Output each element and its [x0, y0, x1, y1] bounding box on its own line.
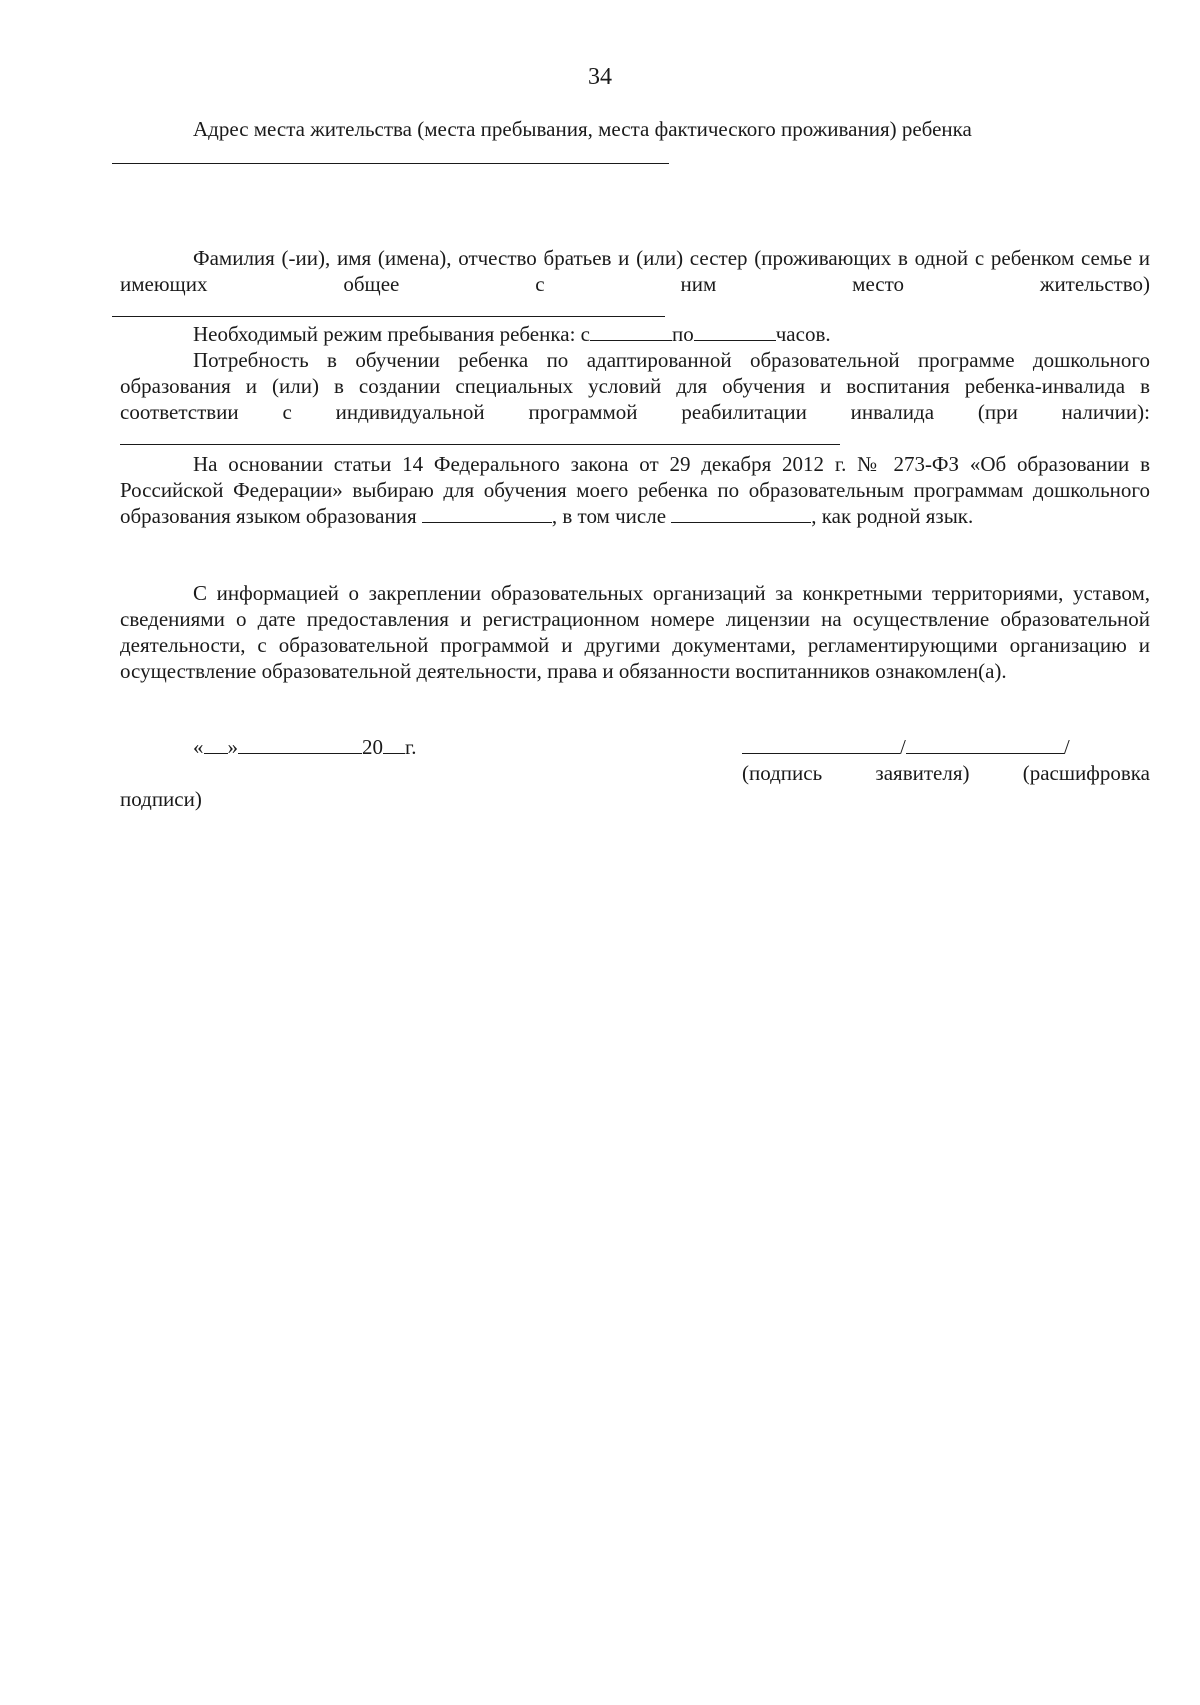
siblings-label: Фамилия (-ии), имя (имена), отчество братьев и (или) сестер (проживающих в одной с ребенком семье и имеющих общее с ним место жительство)	[120, 246, 1150, 296]
date-open-quote: «	[193, 735, 204, 759]
language-text: На основании статьи 14 Федерального закона от 29 декабря 2012 г. № 273-ФЗ «Об образовании в Российской Федерации» выбираю для обучения моего ребенка по образовательным программам дошкольного образования языком образования	[120, 452, 1150, 528]
signature-decoding-field[interactable]	[906, 735, 1064, 754]
signature-caption: (подпись заявителя) (расшифровка	[742, 761, 1150, 785]
language-text-2: , в том числе	[551, 504, 667, 528]
date-year-suffix: г.	[405, 735, 417, 759]
adapted-program-paragraph	[120, 347, 1150, 451]
regime-hours-label: часов.	[775, 322, 831, 346]
adapted-program-text: Потребность в обучении ребенка по адаптированной образовательной программе дошкольного образования и (или) в создании специальных условий для обучения и воспитания ребенка-инвалида в соответствии с индивидуальной программой реабилитации инвалида (при наличии):	[120, 348, 1150, 424]
adapted-program-field[interactable]	[120, 426, 840, 445]
info-paragraph: С информацией о закреплении образовательных организаций за конкретными территориями, уставом, сведениями о дате предоставления и регистрационном номере лицензии на осуществление образовательной деятельности, с образовательной программой и другими документами, регламентирующими организацию и осуществление образовательной деятельности, права и обязанности воспитанников ознакомлен(а).	[120, 581, 1150, 683]
signature-caption-tail: подписи)	[120, 787, 202, 811]
regime-label: Необходимый режим пребывания ребенка: с	[193, 322, 590, 346]
education-language-field[interactable]	[422, 504, 552, 523]
date-day-field[interactable]	[204, 735, 228, 754]
regime-to-field[interactable]	[694, 322, 776, 341]
language-paragraph	[120, 451, 1150, 529]
page-number: 34	[588, 64, 612, 90]
siblings-fill-line[interactable]	[112, 316, 665, 317]
date-year-field[interactable]	[383, 735, 405, 754]
signature-slash-1: /	[900, 735, 906, 759]
date-year-prefix: 20	[362, 735, 383, 759]
signature-row	[742, 734, 1070, 760]
language-text-3: , как родной язык.	[811, 504, 974, 528]
address-fill-line[interactable]	[112, 163, 669, 164]
date-close-quote: »	[227, 735, 238, 759]
date-month-field[interactable]	[238, 735, 362, 754]
date-row	[193, 734, 417, 760]
address-label: Адрес места жительства (места пребывания, места фактического проживания) ребенка	[193, 117, 972, 141]
regime-row	[193, 321, 831, 347]
regime-from-field[interactable]	[590, 322, 672, 341]
signature-slash-2: /	[1063, 735, 1070, 759]
signature-field[interactable]	[742, 735, 900, 754]
native-language-field[interactable]	[671, 504, 811, 523]
regime-to-label: по	[671, 322, 694, 346]
